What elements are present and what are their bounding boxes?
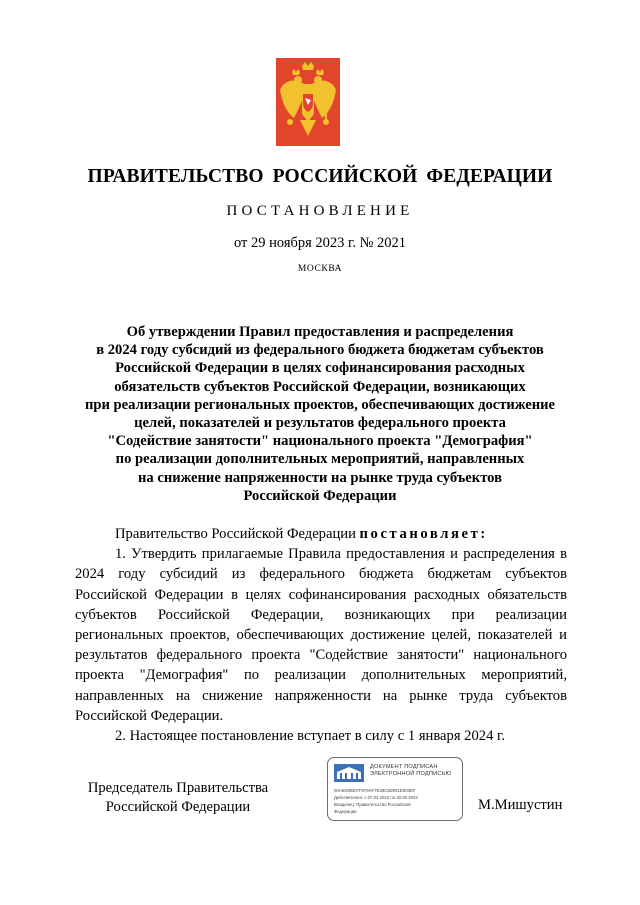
stamp-owner: Владелец: Правительство Российской: [334, 802, 411, 807]
stamp-owner: Федерации: [334, 809, 357, 814]
signatory-position-line: Российской Федерации: [105, 799, 251, 815]
subject-line: на снижение напряженности на рынке труда субъектов: [137, 469, 502, 486]
decree-item-1: 1. Утвердить прилагаемые Правила предоставления и распределения в 2024 году субсидий из федерального бюджета бюджетам субъектов Российской Федерации в целях софинансирования расходных обязательств субъектов Российской Федерации, возникающих при реализации региональных проектов, обеспечивающих достижение целей, показателей и результатов федерального проекта "Содействие занятости" национального проекта "Демография" по реализации дополнительных мероприятий, направленных на снижение напряженности на рынке труда субъектов Российской Федерации.: [75, 546, 567, 724]
document-date-number: от 29 ноября 2023 г. № 2021: [233, 235, 407, 251]
document-city: МОСКВА: [297, 264, 343, 274]
decree-item-2: 2. Настоящее постановление вступает в силу с 1 января 2024 г.: [115, 728, 505, 745]
stamp-certificate-serial: 00A5490B07F679AF7E39C8D091E803EF: [334, 788, 416, 793]
subject-line: Об утверждении Правил предоставления и распределения: [126, 324, 514, 340]
subject-line: по реализации дополнительных мероприятий, направленных: [115, 451, 525, 468]
decree-word: постановляет:: [359, 526, 488, 542]
subject-line: Российской Федерации в целях софинансирования расходных: [115, 360, 525, 377]
signatory-name: М.Мишустин: [478, 797, 563, 813]
document-type: ПОСТАНОВЛЕНИЕ: [226, 203, 414, 219]
document-body: [75, 524, 567, 746]
stamp-title-line: ДОКУМЕНТ ПОДПИСАН: [370, 764, 438, 770]
signatory-position: [78, 779, 278, 817]
building-icon: [334, 764, 364, 782]
subject-line: Российской Федерации: [243, 487, 397, 504]
stamp-validity: Действителен: с 07.03.2023 по 30.05.2024: [334, 795, 418, 800]
subject-line: в 2024 году субсидий из федерального бюджета бюджетам субъектов: [96, 342, 544, 359]
coat-of-arms-emblem: [276, 58, 340, 146]
subject-line: "Содействие занятости" национального проекта "Демография": [107, 433, 533, 450]
signatory-position-line: Председатель Правительства: [87, 780, 269, 796]
subject-line: целей, показателей и результатов федерального проекта: [134, 415, 506, 432]
decree-intro: Правительство Российской Федерации: [115, 526, 360, 542]
subject-line: при реализации региональных проектов, обеспечивающих достижение: [84, 396, 556, 413]
government-title: ПРАВИТЕЛЬСТВО РОССИЙСКОЙ ФЕДЕРАЦИИ: [87, 166, 553, 187]
document-subject: [60, 323, 580, 505]
decree-intro-paragraph: [75, 524, 567, 544]
electronic-signature-stamp: [327, 757, 463, 821]
subject-line: обязательств субъектов Российской Федерации, возникающих: [114, 378, 526, 395]
stamp-title-line: ЭЛЕКТРОННОЙ ПОДПИСЬЮ: [370, 771, 452, 777]
